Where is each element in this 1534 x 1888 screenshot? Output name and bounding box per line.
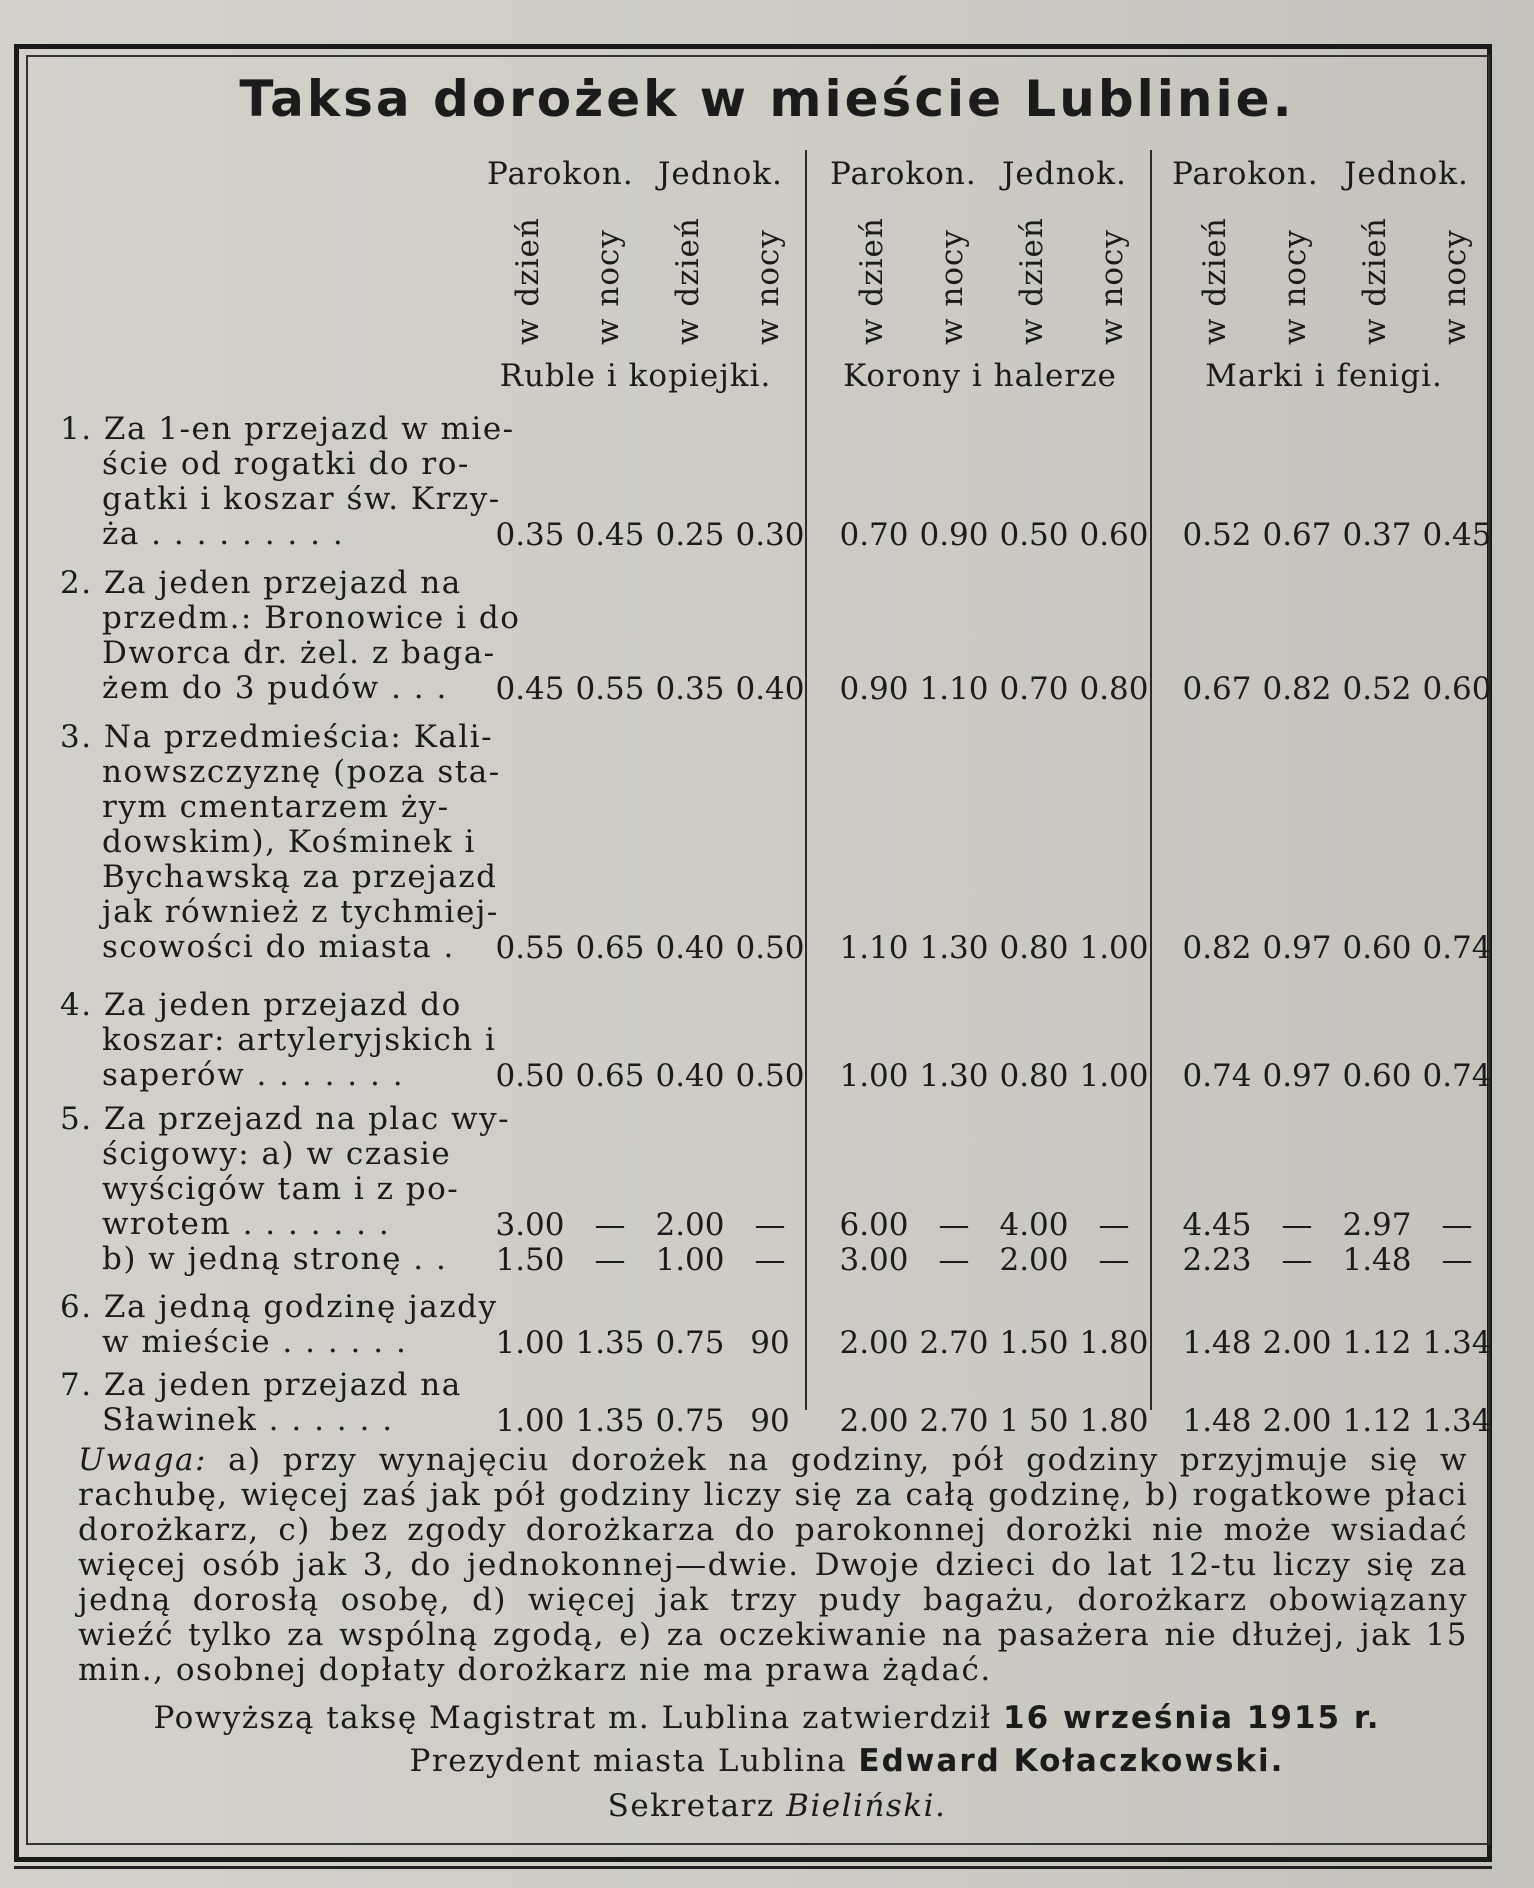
group2-parokon: Parokon. — [830, 156, 977, 192]
fare-value: 1.35 — [575, 1403, 645, 1439]
row-description-line: 1. Za 1-en przejazd w mie- — [60, 411, 515, 447]
fare-value: 0.52 — [1342, 671, 1412, 707]
group1-parokon: Parokon. — [487, 156, 634, 192]
page-title: Taksa dorożek w mieście Lublinie. — [239, 70, 1295, 128]
fare-value: 1.48 — [1342, 1242, 1412, 1278]
fare-value: 1.00 — [1079, 1058, 1149, 1094]
row-description-line: b) w jedną stronę . . — [102, 1241, 448, 1277]
fare-value: 0.80 — [999, 1058, 1069, 1094]
fare-value: 0.65 — [575, 930, 645, 966]
fare-value: 1.30 — [919, 1058, 989, 1094]
fare-value: 1.00 — [655, 1242, 725, 1278]
fare-value: 1.80 — [1079, 1325, 1149, 1361]
column-subheader: w dzień — [1014, 217, 1050, 345]
fare-value: 0.67 — [1182, 671, 1252, 707]
fare-value: 0.50 — [495, 1058, 565, 1094]
column-subheader: w nocy — [1277, 229, 1313, 345]
fare-value: 1.50 — [999, 1325, 1069, 1361]
row-description-line: wyścigów tam i z po- — [102, 1171, 460, 1207]
row-description-line: ża . . . . . . . . . — [102, 516, 345, 552]
fare-value: 1.12 — [1342, 1403, 1412, 1439]
column-subheader: w nocy — [1094, 229, 1130, 345]
approval-date: 16 września 1915 r. — [1003, 1700, 1381, 1736]
row-description-line: 7. Za jeden przejazd na — [60, 1367, 462, 1403]
fare-value: — — [1281, 1242, 1313, 1278]
fare-value: 2.00 — [1262, 1403, 1332, 1439]
fare-value: 2.00 — [839, 1325, 909, 1361]
fare-value: — — [938, 1242, 970, 1278]
fare-value: — — [1098, 1207, 1130, 1243]
row-description-line: 6. Za jedną godzinę jazdy — [60, 1289, 498, 1325]
group2-jednok: Jednok. — [1002, 156, 1127, 192]
fare-value: 0.75 — [655, 1325, 725, 1361]
president-name: Edward Kołaczkowski. — [858, 1743, 1285, 1779]
fare-value: 3.00 — [839, 1242, 909, 1278]
fare-value: 0.45 — [495, 671, 565, 707]
fare-value: — — [1281, 1207, 1313, 1243]
fare-value: 0.74 — [1182, 1058, 1252, 1094]
column-subheader: w dzień — [1197, 217, 1233, 345]
secretary-text: Sekretarz — [607, 1788, 775, 1824]
fare-value: 1.10 — [919, 671, 989, 707]
group1-unit: Ruble i kopiejki. — [499, 358, 772, 394]
fare-value: — — [1441, 1242, 1473, 1278]
fare-value: 1.80 — [1079, 1403, 1149, 1439]
fare-value: 0.40 — [655, 930, 725, 966]
fare-value: 2.00 — [1262, 1325, 1332, 1361]
row-description-line: 3. Na przedmieścia: Kali- — [60, 719, 494, 755]
fare-value: 0.60 — [1342, 1058, 1412, 1094]
fare-value: 0.60 — [1422, 671, 1492, 707]
row-description-line: 4. Za jeden przejazd do — [60, 987, 462, 1023]
row-description-line: saperów . . . . . . . — [102, 1057, 405, 1093]
president-line — [0, 1743, 1534, 1779]
row-description-line: dowskim), Kośminek i — [102, 824, 476, 860]
fare-value: 0.50 — [999, 517, 1069, 553]
row-description-line: scowości do miasta . — [102, 929, 455, 965]
fare-value: 0.50 — [735, 1058, 805, 1094]
fare-value: 0.50 — [735, 930, 805, 966]
fare-value: 1.48 — [1182, 1403, 1252, 1439]
fare-value: 0.82 — [1182, 930, 1252, 966]
fare-value: — — [938, 1207, 970, 1243]
fare-value: 0.67 — [1262, 517, 1332, 553]
fare-value: 90 — [750, 1325, 790, 1361]
column-subheader: w dzień — [854, 217, 890, 345]
fare-value: 3.00 — [495, 1207, 565, 1243]
fare-value: 0.30 — [735, 517, 805, 553]
group3-parokon: Parokon. — [1172, 156, 1319, 192]
column-subheader: w dzień — [670, 217, 706, 345]
fare-value: 0.74 — [1422, 930, 1492, 966]
fare-value: 1.35 — [575, 1325, 645, 1361]
row-description-line: rym cmentarzem ży- — [102, 789, 450, 825]
fare-value: — — [1441, 1207, 1473, 1243]
fare-value: 1.00 — [495, 1325, 565, 1361]
fare-value: — — [1098, 1242, 1130, 1278]
fare-value: 0.65 — [575, 1058, 645, 1094]
fare-value: 0.40 — [735, 671, 805, 707]
secretary-line — [0, 1788, 1534, 1824]
fare-value: — — [594, 1242, 626, 1278]
fare-value: 0.80 — [999, 930, 1069, 966]
fare-value: 1.10 — [839, 930, 909, 966]
fare-value: 2.70 — [919, 1325, 989, 1361]
group3-unit: Marki i fenigi. — [1205, 358, 1443, 394]
column-subheader: w nocy — [1437, 229, 1473, 345]
fare-value: 2.70 — [919, 1403, 989, 1439]
fare-value: 1.34 — [1422, 1403, 1492, 1439]
fare-value: 0.97 — [1262, 1058, 1332, 1094]
column-subheader: w nocy — [934, 229, 970, 345]
row-description-line: 5. Za przejazd na plac wy- — [60, 1101, 511, 1137]
fare-value: 4.45 — [1182, 1207, 1252, 1243]
fare-value: 6.00 — [839, 1207, 909, 1243]
fare-value: — — [754, 1242, 786, 1278]
fare-value: 2.97 — [1342, 1207, 1412, 1243]
row-description-line: Sławinek . . . . . . — [102, 1402, 394, 1438]
note-paragraph — [78, 1443, 1468, 1688]
note-label: Uwaga: — [78, 1442, 207, 1478]
fare-value: 0.52 — [1182, 517, 1252, 553]
fare-value: 0.82 — [1262, 671, 1332, 707]
row-description-line: w mieście . . . . . . — [102, 1324, 408, 1360]
fare-value: 2.00 — [999, 1242, 1069, 1278]
fare-value: 0.45 — [575, 517, 645, 553]
approval-line — [0, 1700, 1534, 1736]
fare-value: 0.55 — [495, 930, 565, 966]
fare-value: 0.37 — [1342, 517, 1412, 553]
group1-jednok: Jednok. — [658, 156, 783, 192]
group3-jednok: Jednok. — [1344, 156, 1469, 192]
row-description-line: 2. Za jeden przejazd na — [60, 565, 462, 601]
fare-value: 1.48 — [1182, 1325, 1252, 1361]
secretary-name: Bieliński. — [786, 1788, 947, 1824]
column-subheader: w nocy — [750, 229, 786, 345]
fare-value: 0.74 — [1422, 1058, 1492, 1094]
row-description-line: koszar: artyleryjskich i — [102, 1022, 497, 1058]
fare-value: 0.55 — [575, 671, 645, 707]
row-description-line: żem do 3 pudów . . . — [102, 670, 448, 706]
fare-value: 1.12 — [1342, 1325, 1412, 1361]
fare-value: 1.00 — [839, 1058, 909, 1094]
fare-value: — — [754, 1207, 786, 1243]
row-description-line: nowszczyznę (poza sta- — [102, 754, 501, 790]
fare-value: 0.70 — [999, 671, 1069, 707]
fare-value: 1.00 — [1079, 930, 1149, 966]
bottom-rule — [14, 1866, 1492, 1869]
fare-value: 0.40 — [655, 1058, 725, 1094]
row-description-line: Dworca dr. żel. z baga- — [102, 635, 496, 671]
fare-value: — — [594, 1207, 626, 1243]
row-description-line: ście od rogatki do ro- — [102, 446, 470, 482]
fare-value: 0.35 — [495, 517, 565, 553]
row-description-line: wrotem . . . . . . . — [102, 1206, 391, 1242]
fare-value: 4.00 — [999, 1207, 1069, 1243]
fare-value: 1 50 — [999, 1403, 1069, 1439]
fare-value: 0.90 — [919, 517, 989, 553]
fare-value: 2.23 — [1182, 1242, 1252, 1278]
fare-value: 0.75 — [655, 1403, 725, 1439]
row-description-line: przedm.: Bronowice i do — [102, 600, 521, 636]
row-description-line: jak również z tychmiej- — [102, 894, 499, 930]
fare-value: 0.35 — [655, 671, 725, 707]
fare-value: 2.00 — [839, 1403, 909, 1439]
note-text: a) przy wynajęciu dorożek na godziny, pół godziny przyjmuje się w rachubę, więcej zaś jak pół godziny liczy się za całą godzinę, b) rogatkowe płaci dorożkarz, c) bez zgody dorożkarza do parokonnej dorożki nie może wsiadać więcej osób jak 3, do jednokonnej—dwie. Dwoje dzieci do lat 12-tu liczy się za jedną dorosłą osobę, d) więcej jak trzy pudy bagażu, dorożkarz obowiązany wieźć tylko za wspólną zgodą, e) za oczekiwanie na pasażera nie dłużej, jak 15 min., osobnej dopłaty dorożkarz nie ma prawa żądać. — [78, 1442, 1468, 1688]
row-description-line: gatki i koszar św. Krzy- — [102, 481, 501, 517]
fare-value: 0.25 — [655, 517, 725, 553]
fare-value: 0.45 — [1422, 517, 1492, 553]
fare-value: 1.00 — [495, 1403, 565, 1439]
fare-value: 0.90 — [839, 671, 909, 707]
fare-value: 0.70 — [839, 517, 909, 553]
group2-unit: Korony i halerze — [843, 358, 1117, 394]
column-subheader: w nocy — [590, 229, 626, 345]
fare-value: 1.30 — [919, 930, 989, 966]
row-description-line: Bychawską za przejazd — [102, 859, 498, 895]
approval-text: Powyższą taksę Magistrat m. Lublina zatwierdził — [153, 1700, 992, 1736]
column-subheader: w dzień — [1357, 217, 1393, 345]
fare-value: 0.60 — [1079, 517, 1149, 553]
fare-value: 0.97 — [1262, 930, 1332, 966]
row-description-line: ścigowy: a) w czasie — [102, 1136, 452, 1172]
fare-value: 0.60 — [1342, 930, 1412, 966]
column-subheader: w dzień — [510, 217, 546, 345]
fare-value: 1.50 — [495, 1242, 565, 1278]
fare-value: 2.00 — [655, 1207, 725, 1243]
fare-value: 90 — [750, 1403, 790, 1439]
fare-value: 0.80 — [1079, 671, 1149, 707]
president-text: Prezydent miasta Lublina — [409, 1743, 848, 1779]
fare-value: 1.34 — [1422, 1325, 1492, 1361]
